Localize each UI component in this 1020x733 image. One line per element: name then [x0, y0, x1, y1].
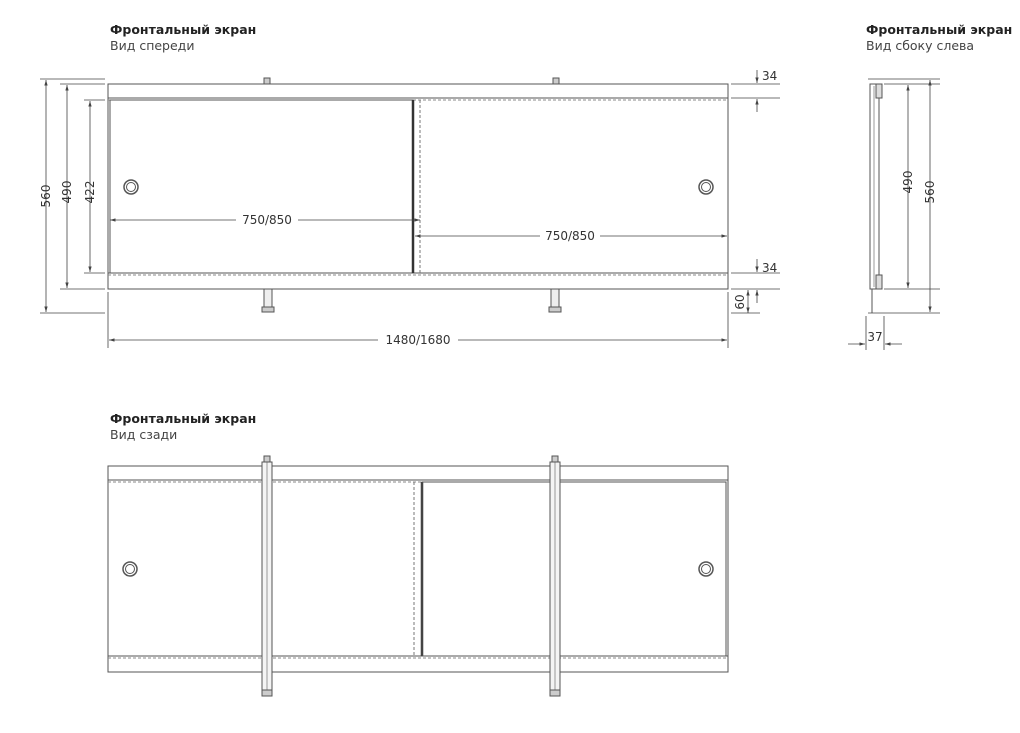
dim-front-560: 560 [39, 184, 53, 208]
front-view [108, 78, 728, 312]
dim-side-490: 490 [901, 170, 915, 194]
side-view-subtitle: Вид сбоку слева [866, 38, 975, 53]
dim-front-rail-bottom: 34 [762, 261, 778, 275]
side-bottom-bracket [876, 275, 882, 289]
dim-front-422: 422 [83, 180, 97, 204]
side-top-bracket [876, 84, 882, 98]
dim-front-right-width: 750/850 [545, 229, 595, 243]
back-view-title: Фронтальный экран [110, 411, 257, 426]
front-top-screw-left [264, 78, 270, 84]
front-top-screw-right [553, 78, 559, 84]
dim-side-37: 37 [867, 330, 883, 344]
front-view-title: Фронтальный экран [110, 22, 257, 37]
front-leg-left [262, 289, 274, 312]
side-dimensions [848, 79, 940, 350]
front-frame [108, 84, 728, 289]
front-leg-right [549, 289, 561, 312]
dim-side-560: 560 [923, 180, 937, 204]
back-view [108, 456, 728, 696]
side-view-title: Фронтальный экран [866, 22, 1013, 37]
dim-front-rail-top: 34 [762, 69, 778, 83]
dim-front-legs: 60 [733, 294, 747, 310]
back-frame [108, 466, 728, 672]
side-view [870, 84, 882, 313]
dim-front-left-width: 750/850 [242, 213, 292, 227]
dim-front-total-width: 1480/1680 [385, 333, 451, 347]
front-view-subtitle: Вид спереди [110, 38, 195, 53]
back-view-subtitle: Вид сзади [110, 427, 178, 442]
back-support-left [262, 456, 272, 696]
back-support-right [550, 456, 560, 696]
dim-front-490: 490 [60, 180, 74, 204]
